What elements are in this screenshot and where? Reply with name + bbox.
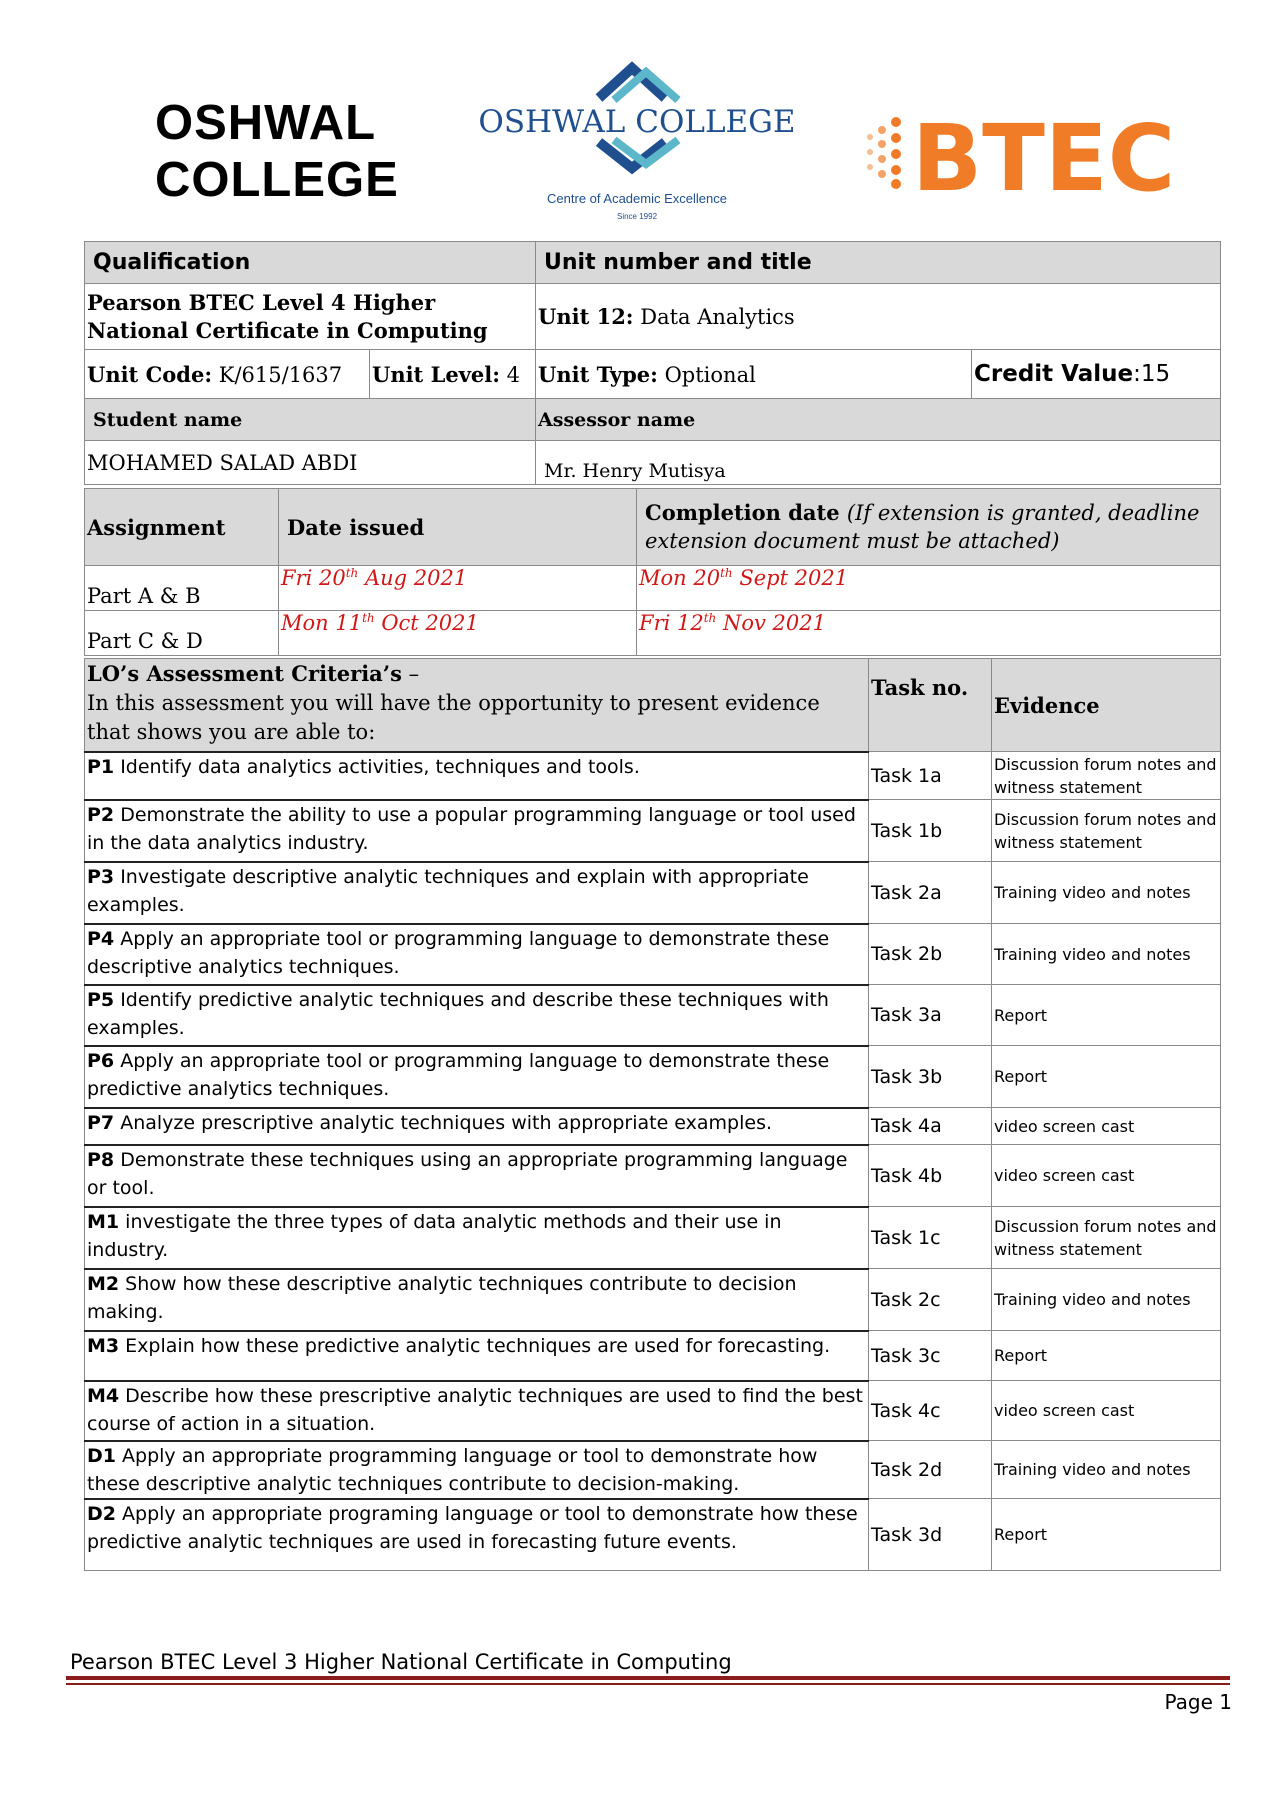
criterion [85, 1381, 869, 1441]
completion-date [637, 566, 1221, 611]
criterion-code: P2 [87, 803, 115, 826]
criterion-code: M4 [87, 1384, 120, 1407]
criterion-code: P4 [87, 927, 115, 950]
date-issued-day: Fri 20 [281, 566, 346, 590]
unit-type-value: Optional [657, 362, 756, 387]
criteria-row [85, 1441, 1221, 1499]
evidence: video screen cast [992, 1381, 1221, 1441]
criteria-rows [85, 752, 1221, 1571]
qualification-table [84, 241, 1221, 485]
criteria-row [85, 1381, 1221, 1441]
criterion [85, 752, 869, 800]
evidence: Training video and notes [992, 1269, 1221, 1331]
criterion-text: Explain how these predictive analytic techniques are used for forecasting. [119, 1334, 831, 1357]
btec-dots-icon [867, 117, 901, 189]
evidence: Report [992, 985, 1221, 1046]
assignment-dates-table [84, 488, 1221, 656]
task-number: Task 3b [869, 1046, 992, 1108]
btec-logo [860, 102, 1190, 202]
unit-code-label: Unit Code: [87, 361, 213, 387]
unit-number: Unit 12: [538, 304, 634, 329]
criterion-code: P5 [87, 988, 115, 1011]
evidence: Report [992, 1331, 1221, 1381]
evidence: Discussion forum notes and witness statement [992, 1207, 1221, 1269]
criterion-text: Describe how these prescriptive analytic techniques are used to find the best course of action in a situation. [87, 1384, 863, 1435]
criterion [85, 1046, 869, 1108]
criterion-text: Identify data analytics activities, techniques and tools. [114, 755, 640, 778]
evidence: Training video and notes [992, 1441, 1221, 1499]
qualification-value: Pearson BTEC Level 4 Higher National Certificate in Computing [85, 284, 536, 350]
evidence: Discussion forum notes and witness statement [992, 752, 1221, 800]
unit-number-title [536, 284, 1221, 350]
btec-logo-text: BTEC [912, 105, 1176, 202]
task-number: Task 1a [869, 752, 992, 800]
completion-month-year: Sept 2021 [732, 566, 849, 590]
oshwal-logo-tagline: Centre of Academic Excellence [547, 191, 727, 206]
credit-value [972, 350, 1221, 399]
criterion [85, 1331, 869, 1381]
criteria-heading [85, 659, 869, 752]
completion-suffix: th [720, 566, 733, 580]
student-name-label: Student name [85, 399, 536, 441]
criterion-text: investigate the three types of data analytic methods and their use in industry. [87, 1210, 782, 1261]
criterion [85, 800, 869, 862]
task-number: Task 3a [869, 985, 992, 1046]
criteria-row [85, 924, 1221, 985]
date-issued-month-year: Oct 2021 [374, 611, 479, 635]
qualification-label: Qualification [85, 242, 536, 284]
criteria-row [85, 1145, 1221, 1207]
unit-level-label: Unit Level: [372, 361, 500, 387]
page-number: Page 1 [1164, 1690, 1232, 1714]
criterion [85, 985, 869, 1046]
completion-date-label [637, 489, 1221, 566]
date-issued [279, 611, 637, 656]
task-number: Task 3c [869, 1331, 992, 1381]
criterion [85, 1269, 869, 1331]
criterion-text: Show how these descriptive analytic techniques contribute to decision making. [87, 1272, 797, 1323]
evidence: Discussion forum notes and witness statement [992, 800, 1221, 862]
criterion-code: P8 [87, 1148, 115, 1171]
criteria-row [85, 1207, 1221, 1269]
student-name-value: MOHAMED SALAD ABDI [85, 441, 536, 485]
criterion [85, 1441, 869, 1499]
criteria-row [85, 1046, 1221, 1108]
criterion-code: M1 [87, 1210, 120, 1233]
credit-value-number: :15 [1133, 361, 1171, 387]
footer-text: Pearson BTEC Level 3 Higher National Certificate in Computing [70, 1650, 732, 1674]
evidence: Training video and notes [992, 924, 1221, 985]
task-no-header: Task no. [869, 659, 992, 752]
task-number: Task 3d [869, 1499, 992, 1571]
task-number: Task 4b [869, 1145, 992, 1207]
criterion-code: D1 [87, 1444, 116, 1467]
criterion-code: P1 [87, 755, 115, 778]
criterion-text: Demonstrate these techniques using an appropriate programming language or tool. [87, 1148, 848, 1199]
completion-date [637, 611, 1221, 656]
evidence: video screen cast [992, 1145, 1221, 1207]
task-number: Task 2c [869, 1269, 992, 1331]
date-issued-month-year: Aug 2021 [358, 566, 468, 590]
criterion-text: Apply an appropriate tool or programming language to demonstrate these predictive analytics techniques. [87, 1049, 830, 1100]
oshwal-logo-name: OSHWAL COLLEGE [478, 104, 796, 140]
criteria-heading-text: In this assessment you will have the opportunity to present evidence that shows you are able to: [87, 691, 820, 744]
criterion-text: Apply an appropriate programming language or tool to demonstrate how these descriptive analytic techniques contribute to decision-making. [87, 1444, 818, 1495]
footer-divider [66, 1676, 1230, 1680]
task-number: Task 2a [869, 862, 992, 924]
criteria-row [85, 1108, 1221, 1145]
task-number: Task 1b [869, 800, 992, 862]
completion-date-note: (If extension is granted, deadline extension document must be attached) [645, 501, 1200, 553]
criteria-row [85, 985, 1221, 1046]
criterion-code: M3 [87, 1334, 120, 1357]
completion-date-title: Completion date [645, 500, 847, 525]
unit-level [370, 350, 536, 399]
date-issued [279, 566, 637, 611]
criterion-code: P7 [87, 1111, 115, 1134]
completion-suffix: th [703, 611, 717, 625]
completion-day: Fri 12 [639, 611, 704, 635]
assessor-name-value: Mr. Henry Mutisya [536, 441, 1221, 485]
criterion [85, 862, 869, 924]
criteria-row [85, 862, 1221, 924]
assessment-criteria-table [84, 658, 1221, 1571]
criterion-code: D2 [87, 1502, 116, 1525]
criterion-code: M2 [87, 1272, 120, 1295]
unit-type [536, 350, 972, 399]
criterion-text: Analyze prescriptive analytic techniques with appropriate examples. [114, 1111, 773, 1134]
assessor-name-label: Assessor name [536, 399, 1221, 441]
criteria-row [85, 1331, 1221, 1381]
unit-code [85, 350, 370, 399]
criterion [85, 1499, 869, 1571]
criterion-text: Demonstrate the ability to use a popular programming language or tool used in the data analytics industry. [87, 803, 856, 854]
task-number: Task 2b [869, 924, 992, 985]
criterion [85, 924, 869, 985]
evidence: Report [992, 1046, 1221, 1108]
evidence: Training video and notes [992, 862, 1221, 924]
criterion-code: P6 [87, 1049, 115, 1072]
oshwal-college-logo [474, 60, 800, 230]
assignment-part: Part A & B [85, 566, 279, 611]
college-title-line2: COLLEGE [155, 153, 399, 207]
task-number: Task 4a [869, 1108, 992, 1145]
date-issued-suffix: th [345, 566, 359, 580]
criterion [85, 1108, 869, 1145]
date-issued-day: Mon 11 [281, 611, 363, 635]
credit-value-label: Credit Value [974, 361, 1134, 387]
criterion-text: Apply an appropriate programing language or tool to demonstrate how these predictive analytic techniques are used in forecasting future events. [87, 1502, 858, 1553]
college-title-line1: OSHWAL [155, 96, 377, 150]
assignment-row [85, 611, 1221, 656]
assignment-row [85, 566, 1221, 611]
completion-month-year: Nov 2021 [716, 611, 826, 635]
date-issued-suffix: th [362, 611, 375, 625]
task-number: Task 2d [869, 1441, 992, 1499]
completion-day: Mon 20 [639, 566, 721, 590]
criterion-text: Identify predictive analytic techniques and describe these techniques with examples. [87, 988, 829, 1039]
criterion-code: P3 [87, 865, 115, 888]
unit-name: Data Analytics [633, 305, 795, 329]
unit-type-label: Unit Type: [538, 361, 658, 387]
assignment-label: Assignment [85, 489, 279, 566]
date-issued-label: Date issued [279, 489, 637, 566]
evidence-header: Evidence [992, 659, 1221, 752]
oshwal-logo-since: Since 1992 [616, 212, 658, 221]
unit-level-value: 4 [500, 362, 521, 387]
evidence: Report [992, 1499, 1221, 1571]
evidence: video screen cast [992, 1108, 1221, 1145]
task-number: Task 4c [869, 1381, 992, 1441]
task-number: Task 1c [869, 1207, 992, 1269]
unit-code-value: K/615/1637 [212, 362, 343, 387]
footer-divider-thin [66, 1683, 1230, 1685]
criteria-row [85, 800, 1221, 862]
criteria-row [85, 1269, 1221, 1331]
assignment-part: Part C & D [85, 611, 279, 656]
criterion [85, 1207, 869, 1269]
criterion [85, 1145, 869, 1207]
college-title [155, 95, 399, 209]
criteria-heading-dash: – [401, 662, 420, 686]
criteria-heading-title: LO’s Assessment Criteria’s [87, 661, 402, 686]
criterion-text: Investigate descriptive analytic techniques and explain with appropriate examples. [87, 865, 809, 916]
criteria-row [85, 1499, 1221, 1571]
criteria-row [85, 752, 1221, 800]
unit-title-label: Unit number and title [536, 242, 1221, 284]
criterion-text: Apply an appropriate tool or programming language to demonstrate these descriptive analytics techniques. [87, 927, 830, 978]
